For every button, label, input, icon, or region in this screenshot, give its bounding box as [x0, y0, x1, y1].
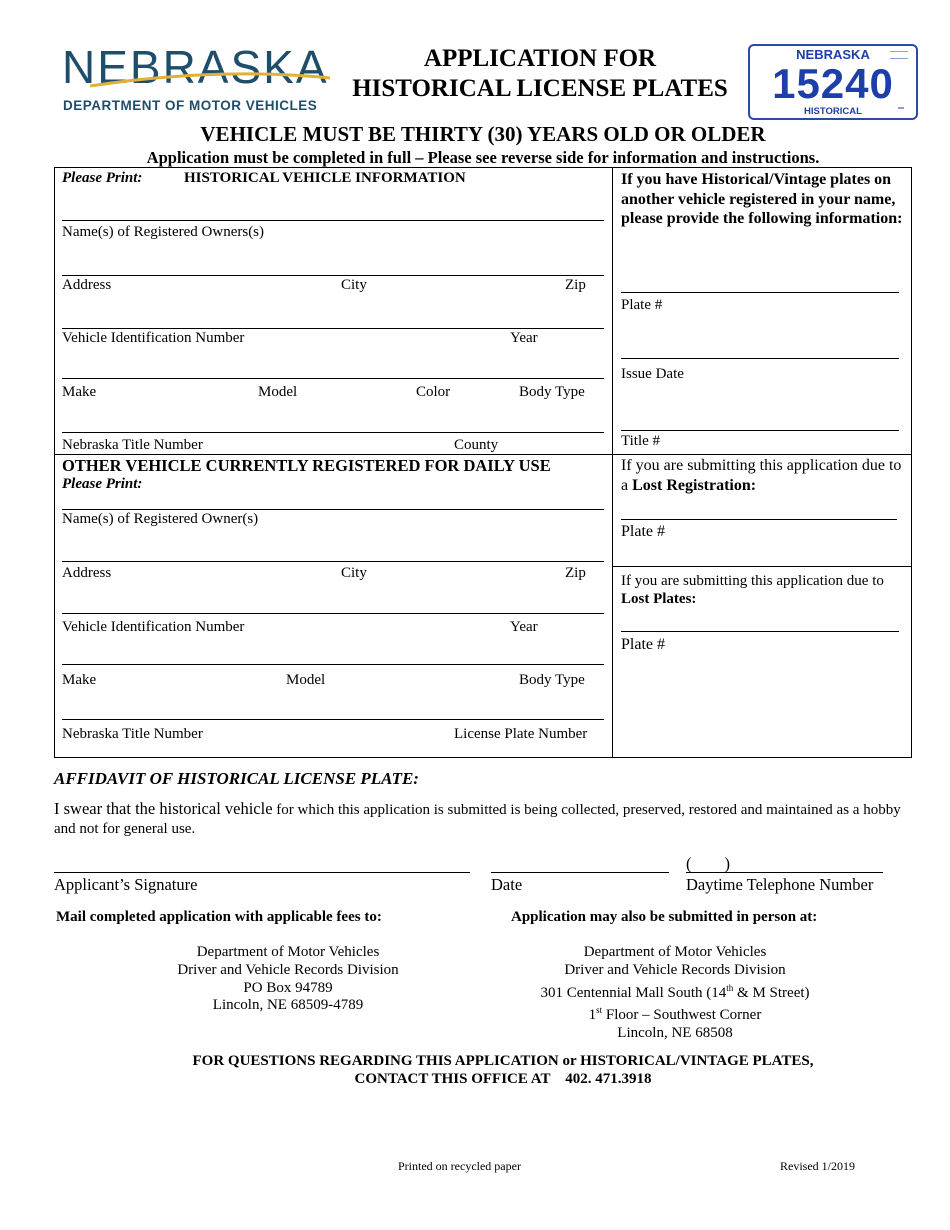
- lost-reg-plate-input-line[interactable]: [621, 519, 897, 520]
- nebraska-logo-wordmark: NEBRASKA: [62, 41, 329, 93]
- zip-label: Zip: [565, 277, 586, 293]
- address-input-line[interactable]: [62, 275, 604, 276]
- title-hash-label: Title #: [621, 433, 661, 449]
- sample-license-plate: NEBRASKA 15240 HISTORICAL: [748, 44, 918, 120]
- owners-label: Name(s) of Registered Owners(s): [62, 224, 265, 240]
- phone-label: Daytime Telephone Number: [686, 875, 874, 894]
- in-person-heading: Application may also be submitted in person at:: [511, 909, 818, 925]
- please-print-label: Please Print:: [62, 170, 143, 186]
- affidavit-text: I swear that the historical vehicle for which this application is submitted is being collected, preserved, restored and maintained as a hobby and not for general use.: [54, 799, 901, 837]
- city-label: City: [341, 277, 367, 293]
- logo-swoosh-icon: [90, 60, 330, 90]
- column-divider: [612, 167, 613, 757]
- body-type-label: Body Type: [519, 384, 585, 400]
- lost-plates-plate-input-line[interactable]: [621, 631, 899, 632]
- other-license-plate-label: License Plate Number: [454, 726, 588, 742]
- lost-registration-text: If you are submitting this application due to a Lost Registration:: [621, 457, 902, 494]
- date-input-line[interactable]: [491, 872, 669, 873]
- plate-sticker-icon: [890, 51, 908, 59]
- plate-input-line[interactable]: [621, 292, 899, 293]
- questions-contact: FOR QUESTIONS REGARDING THIS APPLICATION or HISTORICAL/VINTAGE PLATES, CONTACT THIS OFFICE AT 402. 471.3918: [192, 1053, 814, 1087]
- recycled-note: Printed on recycled paper: [398, 1159, 521, 1173]
- other-owners-input-line[interactable]: [62, 509, 604, 510]
- model-label: Model: [258, 384, 298, 400]
- make-label: Make: [62, 384, 97, 400]
- section-divider: [54, 454, 911, 455]
- color-label: Color: [416, 384, 451, 400]
- issue-date-input-line[interactable]: [621, 358, 899, 359]
- affidavit-heading: AFFIDAVIT OF HISTORICAL LICENSE PLATE:: [54, 769, 419, 788]
- other-make-label: Make: [62, 672, 97, 688]
- other-title-number-label: Nebraska Title Number: [62, 726, 203, 742]
- lost-reg-plate-label: Plate #: [621, 523, 665, 540]
- vin-input-line[interactable]: [62, 328, 604, 329]
- age-requirement: VEHICLE MUST BE THIRTY (30) YEARS OLD OR OLDER: [200, 122, 766, 146]
- issue-date-label: Issue Date: [621, 366, 684, 382]
- other-city-label: City: [341, 565, 367, 581]
- other-address-input-line[interactable]: [62, 561, 604, 562]
- phone-input-line[interactable]: [686, 872, 883, 873]
- title-hash-input-line[interactable]: [621, 430, 899, 431]
- title-input-line[interactable]: [62, 432, 604, 433]
- page-title: APPLICATION FOR HISTORICAL LICENSE PLATES: [352, 45, 728, 102]
- vin-label: Vehicle Identification Number: [62, 330, 245, 346]
- other-address-label: Address: [62, 565, 112, 581]
- other-title-input-line[interactable]: [62, 719, 604, 720]
- signature-input-line[interactable]: [54, 872, 470, 873]
- mail-address: Department of Motor Vehicles Driver and Vehicle Records Division PO Box 94789 Lincoln, NE 68509-4789: [177, 944, 399, 1014]
- please-print-label-2: Please Print:: [62, 476, 143, 492]
- plate-label: Plate #: [621, 297, 663, 313]
- other-owners-label: Name(s) of Registered Owner(s): [62, 511, 259, 527]
- date-label: Date: [491, 875, 523, 894]
- county-label: County: [454, 437, 499, 453]
- in-person-address: Department of Motor Vehicles Driver and Vehicle Records Division 301 Centennial Mall South (14th & M Street) 1st Floor – Southwest Corner Lincoln, NE 68508: [540, 944, 810, 1042]
- address-label: Address: [62, 277, 112, 293]
- phone-area-code-parens: ( ): [686, 854, 730, 873]
- vintage-plates-intro: If you have Historical/Vintage plates on another vehicle registered in your name, please provide the following information:: [621, 171, 903, 227]
- instructions-line: Application must be completed in full – Please see reverse side for information and instructions.: [146, 148, 820, 167]
- title-number-label: Nebraska Title Number: [62, 437, 203, 453]
- mail-heading: Mail completed application with applicable fees to:: [56, 909, 382, 925]
- dmv-logo-subtitle: DEPARTMENT OF MOTOR VEHICLES: [63, 98, 318, 113]
- other-body-type-label: Body Type: [519, 672, 585, 688]
- other-make-input-line[interactable]: [62, 664, 604, 665]
- other-section-title: OTHER VEHICLE CURRENTLY REGISTERED FOR DAILY USE: [62, 456, 551, 475]
- other-model-label: Model: [286, 672, 326, 688]
- other-year-label: Year: [510, 619, 538, 635]
- make-input-line[interactable]: [62, 378, 604, 379]
- signature-label: Applicant’s Signature: [54, 875, 198, 894]
- right-divider: [612, 566, 911, 567]
- year-label: Year: [510, 330, 538, 346]
- lost-plates-plate-label: Plate #: [621, 636, 665, 653]
- owners-input-line[interactable]: [62, 220, 604, 221]
- other-vin-label: Vehicle Identification Number: [62, 619, 245, 635]
- other-zip-label: Zip: [565, 565, 586, 581]
- lost-plates-text: If you are submitting this application due to Lost Plates:: [621, 573, 884, 607]
- plate-mark-icon: [898, 107, 904, 109]
- other-vin-input-line[interactable]: [62, 613, 604, 614]
- revision-date: Revised 1/2019: [780, 1159, 855, 1173]
- historical-section-title: HISTORICAL VEHICLE INFORMATION: [184, 170, 466, 186]
